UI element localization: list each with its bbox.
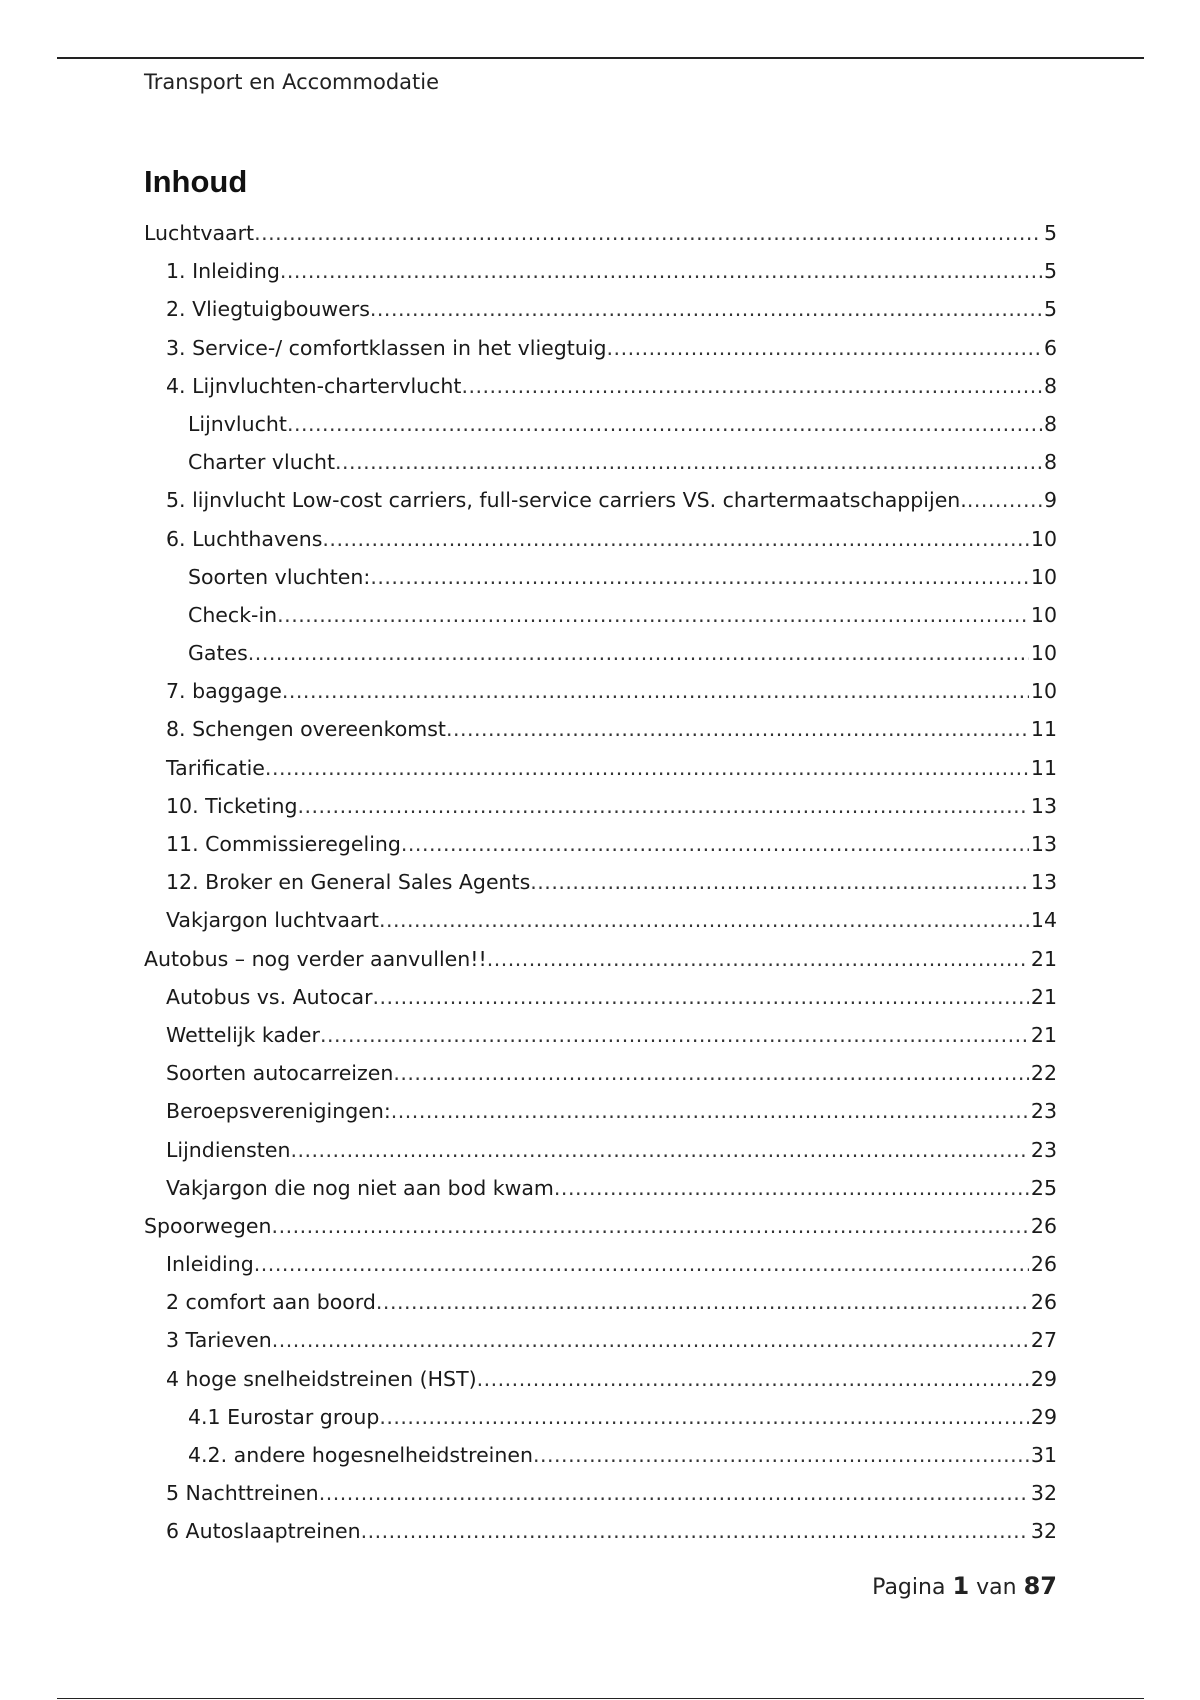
toc-dot-leader <box>391 1092 1029 1130</box>
toc-entry[interactable] <box>144 863 1057 901</box>
toc-dot-leader <box>607 329 1042 367</box>
toc-dot-leader <box>248 634 1029 672</box>
toc-entry[interactable] <box>144 1512 1057 1550</box>
toc-entry-label: Vakjargon die nog niet aan bod kwam <box>166 1175 554 1200</box>
toc-entry-page-number: 29 <box>1030 1404 1057 1429</box>
toc-entry[interactable] <box>144 481 1057 519</box>
toc-entry[interactable] <box>144 1360 1057 1398</box>
toc-entry[interactable] <box>144 1131 1057 1169</box>
footer-rule <box>57 1698 1144 1699</box>
toc-dot-leader <box>361 1512 1029 1550</box>
toc-entry[interactable] <box>144 405 1057 443</box>
toc-entry-page-number: 22 <box>1030 1061 1057 1086</box>
toc-entry-label: Beroepsverenigingen: <box>166 1099 391 1124</box>
toc-entry-page-number: 13 <box>1030 870 1057 895</box>
toc-dot-leader <box>376 1283 1029 1321</box>
footer-current-page: 1 <box>952 1572 970 1600</box>
toc-entry-page-number: 8 <box>1043 450 1057 475</box>
toc-entry-page-number: 21 <box>1030 946 1057 971</box>
toc-dot-leader <box>373 978 1029 1016</box>
toc-dot-leader <box>319 1474 1029 1512</box>
toc-entry-page-number: 10 <box>1030 526 1057 551</box>
toc-entry-label: Charter vlucht <box>188 450 336 475</box>
toc-entry-page-number: 9 <box>1043 488 1057 513</box>
toc-entry-label: 6 Autoslaaptreinen <box>166 1519 361 1544</box>
toc-entry-label: 8. Schengen overeenkomst <box>166 717 446 742</box>
toc-entry-label: 6. Luchthavens <box>166 526 323 551</box>
toc-entry-label: 4 hoge snelheidstreinen (HST) <box>166 1366 477 1391</box>
toc-entry-page-number: 32 <box>1030 1481 1057 1506</box>
toc-entry-page-number: 6 <box>1043 335 1057 360</box>
toc-entry[interactable] <box>144 634 1057 672</box>
toc-entry-label: 1. Inleiding <box>166 259 280 284</box>
toc-dot-leader <box>254 1245 1029 1283</box>
toc-dot-leader <box>277 596 1029 634</box>
toc-entry-page-number: 13 <box>1030 832 1057 856</box>
toc-entry-label: 3 Tarieven <box>166 1328 272 1353</box>
toc-entry-page-number: 5 <box>1043 259 1057 284</box>
toc-dot-leader <box>477 1360 1029 1398</box>
toc-dot-leader <box>401 825 1029 863</box>
toc-entry-label: Soorten vluchten: <box>188 564 371 589</box>
toc-dot-leader <box>282 672 1029 710</box>
toc-entry-page-number: 5 <box>1043 297 1057 322</box>
header-rule <box>57 57 1144 59</box>
toc-dot-leader <box>370 558 1029 596</box>
toc-dot-leader <box>554 1169 1029 1207</box>
toc-entry[interactable] <box>144 1321 1057 1359</box>
toc-entry-label: 4.2. andere hogesnelheidstreinen <box>188 1443 533 1467</box>
footer-page-word: Pagina <box>872 1575 946 1600</box>
toc-dot-leader <box>533 1436 1029 1474</box>
toc-entry-label: Vakjargon luchtvaart <box>166 908 379 933</box>
toc-entry-page-number: 5 <box>1043 221 1057 245</box>
toc-entry-page-number: 21 <box>1030 984 1057 1009</box>
toc-entry[interactable] <box>144 290 1057 328</box>
toc-entry-page-number: 31 <box>1030 1443 1057 1467</box>
toc-entry-page-number: 26 <box>1030 1213 1057 1238</box>
toc-entry[interactable] <box>144 214 1057 252</box>
toc-entry[interactable] <box>144 1474 1057 1512</box>
toc-entry[interactable] <box>144 825 1057 863</box>
toc-dot-leader <box>287 405 1042 443</box>
toc-entry[interactable] <box>144 520 1057 558</box>
toc-dot-leader <box>272 1321 1029 1359</box>
toc-entry-label: 4. Lijnvluchten-chartervlucht <box>166 373 462 398</box>
toc-entry-label: 10. Ticketing <box>166 793 298 818</box>
toc-entry[interactable] <box>144 443 1057 481</box>
toc-dot-leader <box>290 1131 1028 1169</box>
toc-dot-leader <box>967 481 1042 519</box>
toc-entry-label: Lijndiensten <box>166 1137 291 1162</box>
toc-entry-label: Tarificatie <box>166 755 265 780</box>
toc-entry-label: 12. Broker en General Sales Agents <box>166 870 531 895</box>
toc-entry[interactable] <box>144 749 1057 787</box>
toc-entry-page-number: 27 <box>1030 1328 1057 1353</box>
toc-entry-page-number: 11 <box>1030 717 1057 742</box>
toc-entry-label: 7. baggage <box>166 679 282 704</box>
toc-entry-page-number: 10 <box>1030 641 1057 666</box>
toc-entry-label: 3. Service-/ comfortklassen in het vliegtuig <box>166 335 607 360</box>
toc-entry-label: Inleiding <box>166 1252 254 1277</box>
toc-entry-label: Gates <box>188 641 248 666</box>
toc-entry[interactable] <box>144 672 1057 710</box>
toc-entry[interactable] <box>144 367 1057 405</box>
toc-entry-label: 11. Commissieregeling <box>166 832 401 856</box>
toc-entry-label: 5 Nachttreinen <box>166 1481 319 1506</box>
footer-total-pages: 87 <box>1023 1572 1057 1600</box>
toc-entry[interactable] <box>144 978 1057 1016</box>
toc-entry-label: Soorten autocarreizen <box>166 1061 394 1086</box>
footer-of-word: van <box>976 1575 1017 1600</box>
toc-entry-page-number: 10 <box>1030 602 1057 627</box>
toc-entry-page-number: 11 <box>1030 755 1057 780</box>
toc-entry[interactable] <box>144 1245 1057 1283</box>
toc-entry-page-number: 25 <box>1030 1175 1057 1200</box>
toc-entry[interactable] <box>144 1436 1057 1474</box>
toc-entry-page-number: 14 <box>1030 908 1057 933</box>
toc-dot-leader <box>297 787 1028 825</box>
toc-entry-label: Wettelijk kader <box>166 1022 320 1047</box>
toc-entry-label: Autobus vs. Autocar <box>166 984 373 1009</box>
toc-entry-page-number: 23 <box>1030 1099 1057 1124</box>
toc-entry[interactable] <box>144 710 1057 748</box>
toc-dot-leader <box>265 749 1029 787</box>
page-footer <box>872 1572 1057 1600</box>
toc-dot-leader <box>280 252 1042 290</box>
toc-entry[interactable] <box>144 1016 1057 1054</box>
toc-dot-leader <box>320 1016 1029 1054</box>
table-of-contents <box>144 214 1057 1551</box>
toc-entry-label: Luchtvaart <box>144 221 255 245</box>
toc-entry[interactable] <box>144 1092 1057 1130</box>
toc-dot-leader <box>393 1054 1029 1092</box>
toc-entry-page-number: 8 <box>1043 411 1057 436</box>
toc-entry-page-number: 8 <box>1043 373 1057 398</box>
toc-entry[interactable] <box>144 596 1057 634</box>
toc-dot-leader <box>461 367 1041 405</box>
toc-dot-leader <box>322 520 1029 558</box>
toc-dot-leader <box>254 214 1042 252</box>
toc-entry-label: Lijnvlucht <box>188 411 287 436</box>
toc-entry-page-number: 23 <box>1030 1137 1057 1162</box>
toc-entry-page-number: 10 <box>1030 564 1057 589</box>
toc-entry-label: Spoorwegen <box>144 1213 272 1238</box>
toc-entry[interactable] <box>144 1169 1057 1207</box>
toc-entry-page-number: 29 <box>1030 1366 1057 1391</box>
toc-entry-label: Autobus – nog verder aanvullen!! <box>144 946 487 971</box>
toc-entry-label: 2. Vliegtuigbouwers <box>166 297 370 322</box>
toc-entry-page-number: 21 <box>1030 1022 1057 1047</box>
toc-entry[interactable] <box>144 252 1057 290</box>
toc-entry[interactable] <box>144 558 1057 596</box>
toc-entry[interactable] <box>144 1398 1057 1436</box>
toc-entry-label: Check-in <box>188 602 278 627</box>
toc-entry-page-number: 10 <box>1030 679 1057 704</box>
toc-entry-label: 5. lijnvlucht Low-cost carriers, full-service carriers VS. chartermaatschappijen. <box>166 488 967 513</box>
toc-dot-leader <box>446 710 1029 748</box>
toc-entry-page-number: 26 <box>1030 1290 1057 1315</box>
toc-dot-leader <box>379 1398 1029 1436</box>
toc-entry[interactable] <box>144 901 1057 939</box>
toc-heading: Inhoud <box>144 164 248 199</box>
toc-dot-leader <box>370 290 1042 328</box>
toc-entry-page-number: 32 <box>1030 1519 1057 1544</box>
toc-entry[interactable] <box>144 787 1057 825</box>
toc-entry[interactable] <box>144 1283 1057 1321</box>
toc-entry[interactable] <box>144 1207 1057 1245</box>
toc-dot-leader <box>379 901 1029 939</box>
toc-entry[interactable] <box>144 1054 1057 1092</box>
document-header-title: Transport en Accommodatie <box>144 70 440 94</box>
toc-dot-leader <box>487 940 1029 978</box>
toc-entry-label: 4.1 Eurostar group <box>188 1404 380 1429</box>
toc-entry-label: 2 comfort aan boord <box>166 1290 376 1315</box>
toc-dot-leader <box>272 1207 1029 1245</box>
toc-dot-leader <box>530 863 1029 901</box>
toc-entry-page-number: 13 <box>1030 793 1057 818</box>
toc-entry[interactable] <box>144 940 1057 978</box>
toc-dot-leader <box>335 443 1042 481</box>
toc-entry[interactable] <box>144 329 1057 367</box>
toc-entry-page-number: 26 <box>1030 1252 1057 1277</box>
